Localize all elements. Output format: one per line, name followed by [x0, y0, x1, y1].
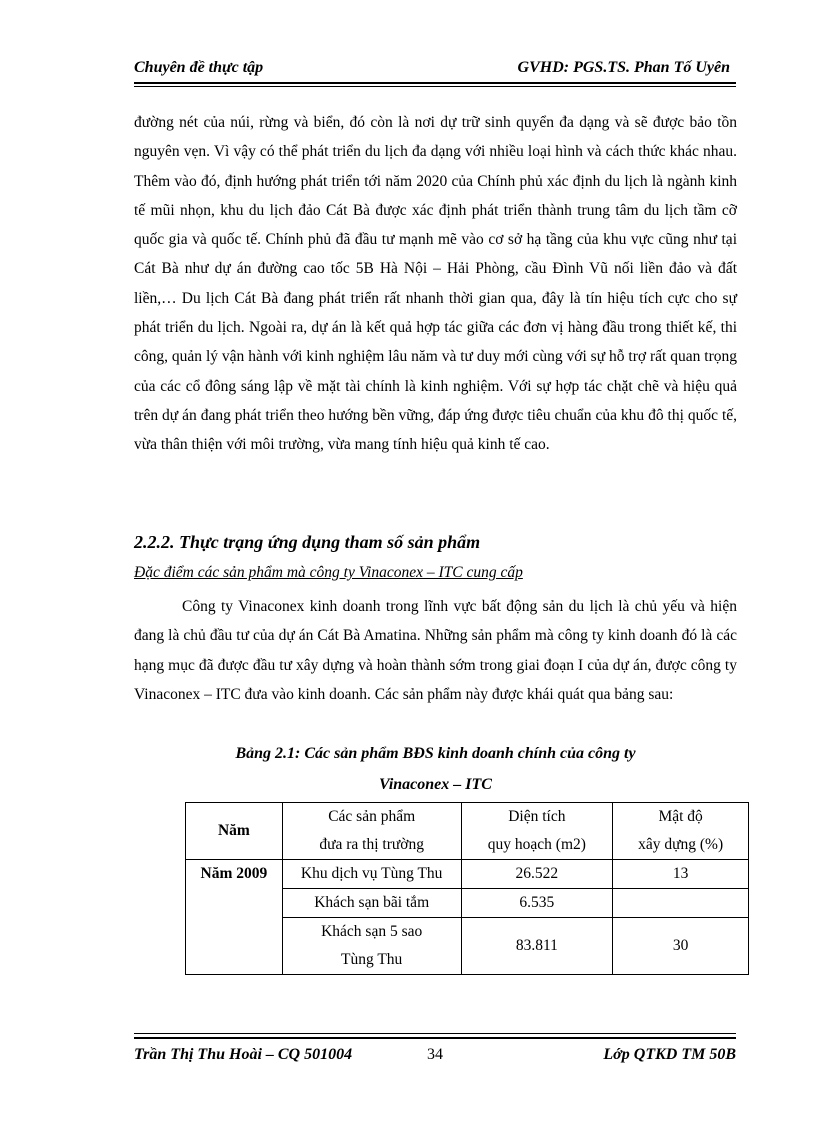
header-rule-thick: [134, 82, 736, 84]
page-header: [134, 56, 734, 82]
table-caption-line2: Vinaconex – ITC: [379, 776, 492, 793]
table-header-row: [186, 803, 749, 860]
table-caption-line1: Bảng 2.1: Các sản phẩm BĐS kinh doanh chính của công ty: [235, 745, 636, 762]
area-cell: 26.522: [461, 860, 613, 889]
paragraph-1: đường nét của núi, rừng và biển, đó còn là nơi dự trữ sinh quyển đa dạng và sẽ được bảo tồn nguyên vẹn. Vì vậy có thể phát triển du lịch đa dạng với nhiều loại hình và cách thức khác nhau. Thêm vào đó, định hướng phát triển tới năm 2020 của Chính phủ xác định du lịch là ngành kinh tế mũi nhọn, khu du lịch đảo Cát Bà được xác định phát triển thành trung tâm du lịch tầm cỡ quốc gia và quốc tế. Chính phủ đã đầu tư mạnh mẽ vào cơ sở hạ tầng của khu vực cũng như tại Cát Bà như dự án đường cao tốc 5B Hà Nội – Hải Phòng, cầu Đình Vũ nối liền đảo và đất liền,… Du lịch Cát Bà đang phát triển rất nhanh thời gian qua, đây là tín hiệu tích cực cho sự phát triển du lịch. Ngoài ra, dự án là kết quả hợp tác giữa các đơn vị hàng đầu trong thiết kế, thi công, quản lý vận hành với kinh nghiệm lâu năm và tư duy mới cùng với sự hỗ trợ rất quan trọng của các cổ đông sáng lập về mặt tài chính là kinh nghiệm. Với sự hợp tác chặt chẽ và hiệu quả trên dự án đang phát triển theo hướng bền vững, đáp ứng được tiêu chuẩn của khu đô thị quốc tế, vừa thân thiện với môi trường, vừa mang tính hiệu quả kinh tế cao.: [134, 114, 737, 454]
section-title: 2.2.2. Thực trạng ứng dụng tham số sản phẩm: [134, 532, 481, 552]
footer-rule-thin: [134, 1033, 736, 1034]
header-year: Năm: [186, 803, 283, 860]
density-cell: 13: [613, 860, 749, 889]
header-rule-thin: [134, 86, 736, 87]
products-table: [185, 802, 749, 975]
year-cell: Năm 2009: [186, 860, 283, 975]
header-right: GVHD: PGS.TS. Phan Tố Uyên: [517, 59, 730, 76]
density-cell: [613, 889, 749, 918]
footer-class: Lớp QTKD TM 50B: [603, 1046, 736, 1063]
subsection-title: Đặc điểm các sản phẩm mà công ty Vinaconex – ITC cung cấp: [134, 564, 523, 581]
product-cell: Khách sạn bãi tắm: [282, 889, 461, 918]
product-cell: Khu dịch vụ Tùng Thu: [282, 860, 461, 889]
page-number: 34: [427, 1046, 443, 1063]
footer-rule-thick: [134, 1037, 736, 1039]
paragraph-2: Công ty Vinaconex kinh doanh trong lĩnh vực bất động sản du lịch là chủ yếu và hiện đang là chủ đầu tư của dự án Cát Bà Amatina. Những sản phẩm mà công ty kinh doanh đó là các hạng mục đã được đầu tư xây dựng và hoàn thành sớm trong giai đoạn I của dự án, được công ty Vinaconex – ITC đưa vào kinh doanh. Các sản phẩm này được khái quát qua bảng sau:: [134, 598, 737, 703]
header-area: Diện tích quy hoạch (m2): [461, 803, 613, 860]
area-cell: 83.811: [461, 918, 613, 975]
body-paragraph-2: [134, 592, 737, 709]
density-cell: 30: [613, 918, 749, 975]
table-row: [186, 860, 749, 889]
header-product: Các sản phẩm đưa ra thị trường: [282, 803, 461, 860]
header-density: Mật độ xây dựng (%): [613, 803, 749, 860]
footer-author: Trần Thị Thu Hoài – CQ 501004: [134, 1046, 353, 1063]
area-cell: 6.535: [461, 889, 613, 918]
product-cell: Khách sạn 5 sao Tùng Thu: [282, 918, 461, 975]
body-paragraph-1: [134, 108, 737, 460]
page-footer: [134, 1046, 736, 1072]
header-left: Chuyên đề thực tập: [134, 59, 264, 76]
